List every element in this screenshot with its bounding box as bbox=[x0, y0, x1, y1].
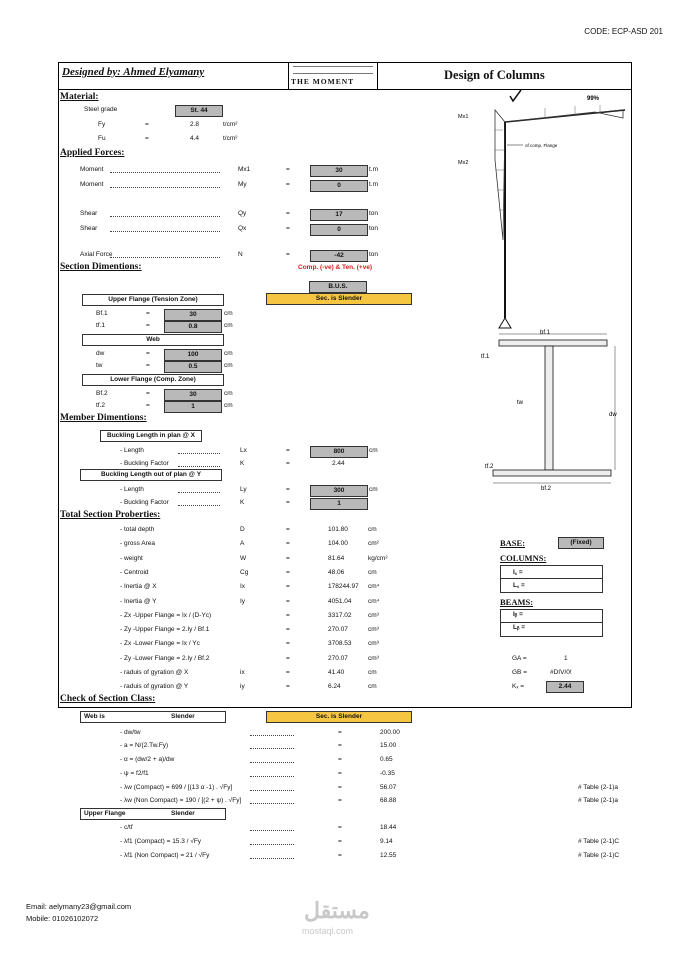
watermark-en: mostaql.com bbox=[302, 926, 354, 936]
leader-line bbox=[178, 466, 220, 467]
property-label: - gross Area bbox=[120, 540, 156, 548]
leader-line bbox=[110, 231, 220, 232]
eq-sign: = bbox=[286, 499, 290, 506]
section-label: tf.1 bbox=[96, 322, 106, 329]
moment-diagram-beam bbox=[505, 110, 623, 122]
leader-line bbox=[110, 187, 220, 188]
eq-sign: = bbox=[286, 669, 290, 676]
property-unit: cm³ bbox=[368, 611, 379, 619]
check-label: - ψ = f2/f1 bbox=[120, 770, 149, 777]
kx-label: Kₓ = bbox=[512, 683, 525, 690]
property-value: 81.64 bbox=[328, 554, 345, 562]
sign-note: Comp. (-ve) & Ten. (+ve) bbox=[298, 264, 373, 271]
force-label: Moment bbox=[80, 181, 104, 188]
eq-sign: = bbox=[146, 322, 150, 329]
section-heading: Section Dimentions: bbox=[60, 262, 142, 272]
column-diagram bbox=[455, 90, 630, 510]
base-value[interactable]: (Fixed) bbox=[558, 537, 604, 549]
property-value: 104.00 bbox=[328, 540, 348, 548]
leader-line bbox=[178, 492, 220, 493]
eq-sign: = bbox=[146, 402, 150, 409]
eq-sign: = bbox=[286, 486, 290, 493]
columns-box bbox=[500, 565, 603, 593]
eq-sign: = bbox=[338, 770, 342, 777]
property-label: - Inertia @ Y bbox=[120, 597, 157, 605]
member-unit: cm bbox=[369, 447, 378, 454]
force-label: Axial Force bbox=[80, 251, 113, 258]
check-ref: # Table (2-1)C bbox=[578, 838, 620, 845]
property-symbol: W bbox=[240, 554, 247, 562]
check-label: - dw/tw bbox=[120, 729, 141, 736]
eq: = bbox=[145, 121, 149, 128]
web-heading: Web bbox=[82, 334, 224, 346]
property-label: - total depth bbox=[120, 526, 155, 533]
leader-line bbox=[110, 172, 220, 173]
check-label: - λf1 (Compact) = 15.3 / √Fy bbox=[120, 838, 202, 845]
section-unit: cm bbox=[224, 390, 233, 397]
property-label: - Centroid bbox=[120, 568, 149, 576]
eq-sign: = bbox=[338, 742, 342, 749]
member-value[interactable]: 800 bbox=[310, 446, 368, 458]
property-value: 4051.04 bbox=[328, 597, 352, 605]
eq-sign: = bbox=[338, 797, 342, 804]
gb-label: GB = bbox=[512, 669, 527, 676]
page-title: Design of Columns bbox=[444, 68, 545, 82]
fy-value[interactable]: 2.8 bbox=[190, 121, 200, 128]
property-value: 3708.53 bbox=[328, 640, 352, 648]
property-label: - Zx -Upper Flange = Ix / (D-Yc) bbox=[120, 611, 212, 619]
flange-class-value: Slender bbox=[171, 810, 195, 817]
property-value: 3317.02 bbox=[328, 611, 352, 619]
property-value: 178244.97 bbox=[328, 583, 359, 591]
eq-sign: = bbox=[286, 181, 290, 188]
member-symbol: Lx bbox=[240, 447, 247, 454]
property-unit: cm bbox=[368, 683, 377, 691]
fy-unit: t/cm² bbox=[223, 121, 238, 128]
leader-line bbox=[250, 790, 294, 791]
property-unit: cm³ bbox=[368, 626, 379, 634]
force-symbol: Qx bbox=[238, 225, 247, 232]
watermark-ar: مستقل bbox=[304, 898, 370, 923]
check-heading: Check of Section Class: bbox=[60, 694, 156, 704]
moment-diagram-column bbox=[495, 110, 505, 240]
section-label: tw bbox=[96, 362, 103, 369]
section-unit: cm bbox=[224, 310, 233, 317]
force-unit: ton bbox=[369, 251, 379, 258]
member-unit: cm bbox=[369, 486, 378, 493]
base-label: BASE: bbox=[500, 538, 526, 548]
force-unit: ton bbox=[369, 225, 379, 232]
eq-sign: = bbox=[146, 390, 150, 397]
property-symbol: D bbox=[240, 526, 245, 533]
eq-sign: = bbox=[338, 784, 342, 791]
eq-sign: = bbox=[286, 611, 290, 619]
member-label: - Buckling Factor bbox=[120, 460, 169, 467]
gb-value: #DIV/0! bbox=[550, 669, 572, 676]
eq-sign: = bbox=[338, 824, 342, 831]
logo-icon bbox=[293, 66, 373, 74]
member-symbol: K bbox=[240, 460, 245, 467]
eq-sign: = bbox=[146, 350, 150, 357]
property-symbol: Cg bbox=[240, 568, 249, 576]
upper-flange-shape bbox=[499, 340, 607, 346]
eq-sign: = bbox=[286, 554, 290, 562]
leader-line bbox=[250, 803, 294, 804]
check-value: 200.00 bbox=[380, 729, 400, 736]
percent-label: 99% bbox=[587, 96, 600, 102]
tw-label: tw bbox=[517, 400, 523, 406]
member-heading: Member Dimentions: bbox=[60, 413, 147, 423]
property-symbol: ix bbox=[240, 669, 245, 676]
property-label: - Zy -Upper Flange = 2.Iy / Bf.1 bbox=[120, 626, 210, 634]
web-class-box bbox=[80, 711, 226, 723]
lower-flange-heading: Lower Flange (Comp. Zone) bbox=[82, 374, 224, 386]
dw-label: dw bbox=[609, 412, 617, 418]
bf1-label: bf.1 bbox=[540, 330, 551, 336]
support-icon bbox=[499, 318, 511, 328]
property-value: 270.07 bbox=[328, 626, 348, 634]
eq: = bbox=[145, 135, 149, 142]
force-unit: t.m bbox=[369, 166, 379, 173]
section-value[interactable]: 100 bbox=[164, 349, 222, 361]
props-heading: Total Section Proberties: bbox=[60, 510, 161, 520]
section-label: Bf.1 bbox=[96, 310, 108, 317]
property-label: - Zx -Lower Flange = Ix / Yc bbox=[120, 640, 200, 648]
ga-value: 1 bbox=[564, 655, 568, 662]
check-label: - λw (Compact) = 699 / [(13 α -1) . √Fy] bbox=[120, 784, 233, 791]
leader-line bbox=[110, 257, 220, 258]
member-label: - Length bbox=[120, 486, 144, 493]
section-value[interactable]: 1 bbox=[164, 401, 222, 413]
property-unit: cm bbox=[368, 568, 377, 576]
tf1-label: tf.1 bbox=[481, 354, 490, 360]
eq-sign: = bbox=[286, 568, 290, 576]
section-value[interactable]: 0.5 bbox=[164, 361, 222, 373]
eq-sign: = bbox=[338, 852, 342, 859]
leader-line bbox=[250, 735, 294, 736]
property-symbol: Iy bbox=[240, 597, 246, 605]
section-value[interactable]: 30 bbox=[164, 389, 222, 401]
property-unit: cm² bbox=[368, 540, 379, 548]
checkmark-icon bbox=[510, 90, 521, 101]
eq-sign: = bbox=[286, 210, 290, 217]
eq-sign: = bbox=[286, 654, 290, 662]
fy-symbol: Fy bbox=[98, 121, 106, 128]
leader-line bbox=[250, 830, 294, 831]
check-label: - α = (dw/2 + a)/dw bbox=[120, 756, 175, 763]
material-label: Steel grade bbox=[84, 106, 118, 113]
force-value[interactable]: -42 bbox=[310, 250, 368, 262]
check-value: 68.88 bbox=[380, 797, 397, 804]
web-is-label: Web is bbox=[84, 713, 105, 720]
fu-unit: t/cm² bbox=[223, 135, 238, 142]
force-label: Moment bbox=[80, 166, 104, 173]
property-unit: kg/cm² bbox=[368, 554, 388, 562]
property-unit: cm bbox=[368, 669, 377, 676]
forces-heading: Applied Forces: bbox=[60, 148, 125, 158]
leader-line bbox=[250, 844, 294, 845]
eq-sign: = bbox=[286, 683, 290, 691]
section-unit: cm bbox=[224, 350, 233, 357]
property-value: 101.80 bbox=[328, 526, 348, 533]
section-label: tf.2 bbox=[96, 402, 106, 409]
leader-line bbox=[250, 748, 294, 749]
eq-sign: = bbox=[286, 626, 290, 634]
force-label: Shear bbox=[80, 210, 98, 217]
check-value: 0.65 bbox=[380, 756, 393, 763]
member-label: - Length bbox=[120, 447, 144, 454]
member-symbol: K bbox=[240, 499, 245, 506]
eq-sign: = bbox=[286, 166, 290, 173]
section-unit: cm bbox=[224, 362, 233, 369]
mx1-label: Mx1 bbox=[458, 114, 469, 120]
section-value[interactable]: 30 bbox=[164, 309, 222, 321]
force-label: Shear bbox=[80, 225, 98, 232]
bus-label: B.U.S. bbox=[309, 281, 367, 293]
steel-grade-value[interactable]: St. 44 bbox=[175, 105, 223, 117]
property-unit: cm³ bbox=[368, 654, 379, 662]
logo-text: THE MOMENT bbox=[291, 77, 355, 86]
footer-mobile: Mobile: 01026102072 bbox=[26, 914, 99, 923]
eq-sign: = bbox=[286, 447, 290, 454]
beams-label: BEAMS: bbox=[500, 597, 534, 607]
leader-line bbox=[178, 505, 220, 506]
lower-flange-shape bbox=[493, 470, 611, 476]
force-unit: t.m bbox=[369, 181, 379, 188]
check-value: 56.07 bbox=[380, 784, 397, 791]
section-label: Bf.2 bbox=[96, 390, 108, 397]
ib-label: Iᵦ = bbox=[513, 611, 523, 618]
property-label: - weight bbox=[120, 554, 143, 562]
property-value: 41.40 bbox=[328, 669, 345, 676]
section-label: dw bbox=[96, 350, 105, 357]
check-value: 18.44 bbox=[380, 824, 397, 831]
eq-sign: = bbox=[338, 756, 342, 763]
property-label: - Zy -Lower Flange = 2.Iy / Bf.2 bbox=[120, 654, 210, 662]
eq-sign: = bbox=[338, 729, 342, 736]
property-label: - Inertia @ X bbox=[120, 583, 157, 591]
section-status: Sec. is Slender bbox=[266, 293, 412, 305]
beams-box bbox=[500, 609, 603, 637]
flange-class-box bbox=[80, 808, 226, 820]
in-plane-heading: Buckling Length in plan @ X bbox=[100, 430, 202, 442]
eq-sign: = bbox=[146, 362, 150, 369]
tf2-label: tf.2 bbox=[485, 464, 494, 470]
force-symbol: My bbox=[238, 181, 247, 188]
material-heading: Material: bbox=[60, 92, 99, 102]
force-value[interactable]: 30 bbox=[310, 165, 368, 177]
mx2-label: Mx2 bbox=[458, 160, 469, 166]
member-symbol: Ly bbox=[240, 486, 247, 493]
check-label: - c/tf bbox=[120, 824, 133, 831]
property-value: 270.07 bbox=[328, 654, 348, 662]
property-symbol: A bbox=[240, 540, 245, 548]
fu-value[interactable]: 4.4 bbox=[190, 135, 200, 142]
designer-label: Designed by: Ahmed Elyamany bbox=[62, 66, 205, 78]
property-unit: cm⁴ bbox=[368, 597, 380, 605]
section-unit: cm bbox=[224, 402, 233, 409]
check-label: - λf1 (Non Compact) = 21 / √Fy bbox=[120, 852, 210, 859]
columns-label: COLUMNS: bbox=[500, 553, 547, 563]
code-label: CODE: ECP-ASD 201 bbox=[584, 27, 663, 36]
lc-label: L꜀ = bbox=[513, 582, 525, 589]
eq-sign: = bbox=[286, 526, 290, 533]
force-unit: ton bbox=[369, 210, 379, 217]
fu-symbol: Fu bbox=[98, 135, 106, 142]
check-label: - a = N/(2.Tw.Fy) bbox=[120, 742, 169, 749]
section-value[interactable]: 0.8 bbox=[164, 321, 222, 333]
out-plane-heading: Buckling Length out of plan @ Y bbox=[80, 469, 222, 481]
ga-label: GA = bbox=[512, 655, 527, 662]
property-value: 6.24 bbox=[328, 683, 341, 691]
upper-flange-heading: Upper Flange (Tension Zone) bbox=[82, 294, 224, 306]
eq-sign: = bbox=[146, 310, 150, 317]
leader-line bbox=[178, 453, 220, 454]
eq-sign: = bbox=[338, 838, 342, 845]
eq-sign: = bbox=[286, 460, 290, 467]
kx-value: 2.44 bbox=[546, 681, 584, 693]
eq-sign: = bbox=[286, 540, 290, 548]
force-symbol: Mx1 bbox=[238, 166, 251, 173]
check-value: -0.35 bbox=[380, 770, 395, 777]
check-value: 12.55 bbox=[380, 852, 397, 859]
eq-sign: = bbox=[286, 225, 290, 232]
property-unit: cm³ bbox=[368, 640, 379, 648]
upper-flange-label: Upper Flange bbox=[84, 810, 126, 817]
bf2-label: bf.2 bbox=[541, 486, 552, 492]
property-symbol: iy bbox=[240, 683, 245, 691]
force-symbol: Qy bbox=[238, 210, 247, 217]
leader-line bbox=[250, 858, 294, 859]
force-value[interactable]: 0 bbox=[310, 224, 368, 236]
force-value[interactable]: 0 bbox=[310, 180, 368, 192]
property-value: 48.06 bbox=[328, 568, 345, 576]
property-label: - raduis of gyration @ Y bbox=[120, 683, 189, 691]
eq-sign: = bbox=[286, 251, 290, 258]
check-label: - λw (Non Compact) = 190 / [(2 + ψ) . √Fy] bbox=[120, 797, 242, 804]
check-ref: # Table (2-1)a bbox=[578, 797, 618, 804]
leader-line bbox=[110, 216, 220, 217]
property-unit: cm bbox=[368, 526, 377, 533]
eq-sign: = bbox=[286, 597, 290, 605]
check-value: 9.14 bbox=[380, 838, 393, 845]
property-unit: cm⁴ bbox=[368, 583, 380, 591]
member-value[interactable]: 1 bbox=[310, 498, 368, 510]
comp-flange-label: of comp. Flange bbox=[525, 143, 558, 148]
web-class-value: Slender bbox=[171, 713, 195, 720]
check-ref: # Table (2-1)a bbox=[578, 784, 618, 791]
property-label: - raduis of gyration @ X bbox=[120, 669, 189, 676]
eq-sign: = bbox=[286, 583, 290, 591]
leader-line bbox=[250, 776, 294, 777]
force-value[interactable]: 17 bbox=[310, 209, 368, 221]
check-ref: # Table (2-1)C bbox=[578, 852, 620, 859]
section-unit: cm bbox=[224, 322, 233, 329]
force-symbol: N bbox=[238, 251, 243, 258]
leader-line bbox=[250, 762, 294, 763]
member-value[interactable]: 2.44 bbox=[332, 460, 345, 467]
lb-label: Lᵦ = bbox=[513, 624, 526, 631]
ic-label: I꜀ = bbox=[513, 569, 523, 576]
check-status: Sec. is Slender bbox=[266, 711, 412, 723]
check-value: 15.00 bbox=[380, 742, 397, 749]
property-symbol: Ix bbox=[240, 583, 246, 591]
member-value[interactable]: 300 bbox=[310, 485, 368, 497]
web-shape bbox=[545, 346, 553, 470]
eq-sign: = bbox=[286, 640, 290, 648]
member-label: - Buckling Factor bbox=[120, 499, 169, 506]
footer-email[interactable]: Email: aelymany23@gmail.com bbox=[26, 902, 132, 911]
